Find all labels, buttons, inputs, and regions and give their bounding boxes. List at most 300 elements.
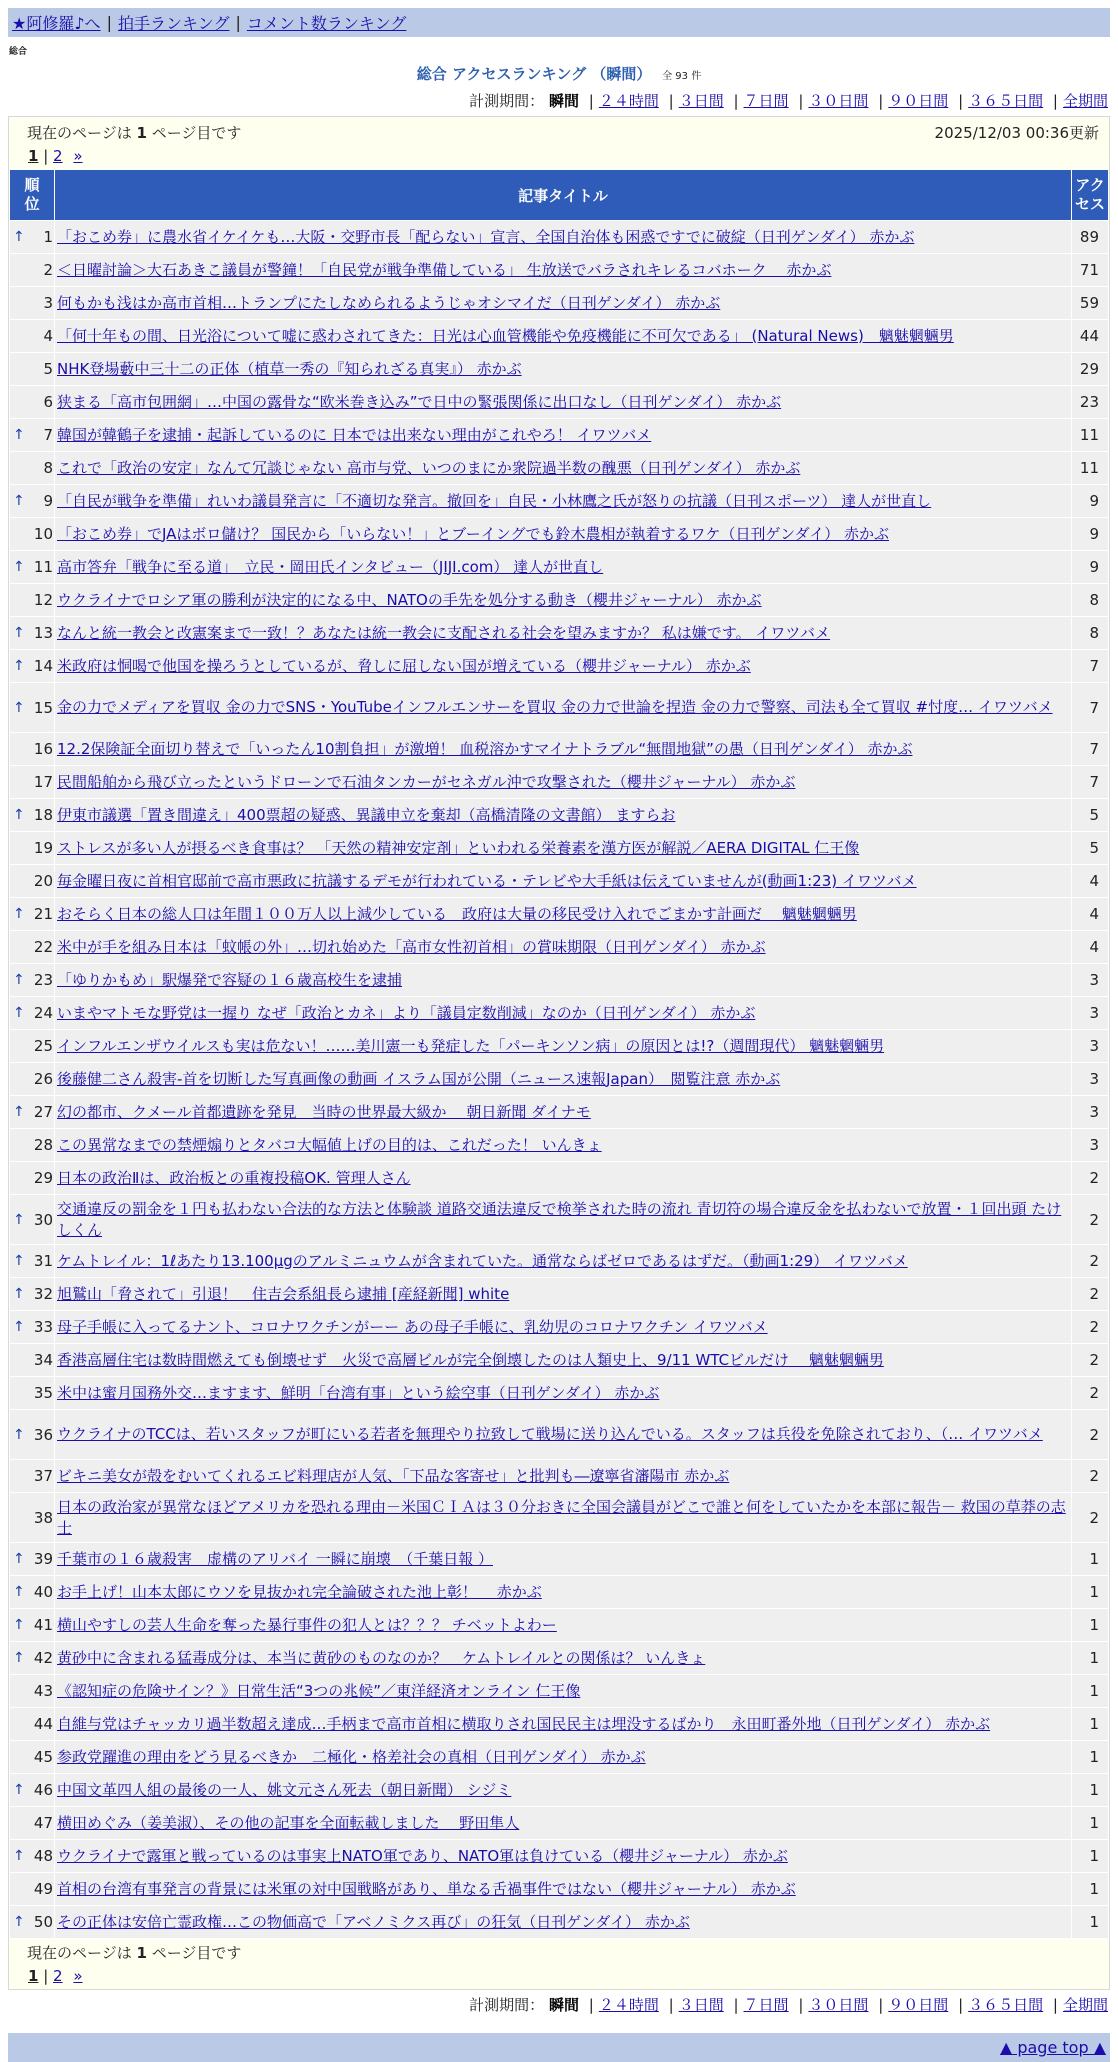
access-count: 3 [1072,1030,1108,1062]
rank-number: 44 [33,1715,53,1733]
rank-cell [10,254,54,286]
table-row [10,1460,1108,1492]
access-count: 23 [1072,386,1108,418]
access-count: 2 [1072,1311,1108,1343]
rank-cell [10,766,54,798]
rank-up-arrow-icon: ↑ [13,1426,25,1443]
title-cell [55,617,1071,649]
rank-number: 26 [33,1070,53,1088]
access-count: 1 [1072,1708,1108,1740]
access-count: 1 [1072,1576,1108,1608]
rank-cell [10,832,54,864]
rank-number: 50 [33,1913,53,1931]
access-count: 3 [1072,1129,1108,1161]
title-cell [55,1278,1071,1310]
table-row [10,964,1108,996]
rank-number: 37 [33,1467,53,1485]
page-top-link[interactable]: ▲ page top ▲ [999,2038,1106,2057]
title-cell [55,1642,1071,1674]
header-rank: 順位 [10,170,54,220]
rank-number: 20 [33,872,53,890]
period-link-all[interactable]: 全期間 [1062,92,1108,110]
access-count: 7 [1072,733,1108,765]
article-title-link[interactable]: 狭まる「高市包囲網」…中国の露骨な“欧米巻き込み”で日中の緊張関係に出口なし（日刊ゲンダイ） 赤かぶ [57,392,782,411]
rank-cell [10,419,54,451]
rank-cell [10,1162,54,1194]
table-row [10,1410,1108,1459]
pager-next[interactable]: » [73,1967,83,1985]
article-title-link[interactable]: 「何十年もの間、日光浴について嘘に惑わされてきた：日光は心血管機能や免疫機能に不可欠である」 (Natural News) 魑魅魍魎男 [57,326,954,345]
table-row [10,1195,1108,1244]
nav-separator: | [106,13,112,32]
table-row [10,931,1108,963]
rank-cell [10,1493,54,1542]
article-title-link[interactable]: 香港高層住宅は数時間燃えても倒壊せず 火災で高層ビルが完全倒壊したのは人類史上、9/11 WTCビルだけ 魑魅魍魎男 [57,1350,884,1369]
table-row [10,865,1108,897]
article-title-link[interactable]: ストレスが多い人が摂るべき食事は？ 「天然の精神安定剤」といわれる栄養素を漢方医が解説／AERA DIGITAL 仁王像 [57,838,860,857]
title-cell [55,584,1071,616]
period-selector-bottom: 計測期間： 瞬間 | ２４時間 | ３日間 | ７日間 | ３０日間 | ９０日間 | ３６５日間 | 全期間 [469,1996,1108,2014]
access-count: 1 [1072,1840,1108,1872]
rank-cell [10,221,54,253]
rank-cell [10,584,54,616]
period-label: 計測期間： [469,92,545,110]
article-title-link[interactable]: お手上げ！山本太郎にウソを見抜かれ完全論破された池上彰！ 赤かぶ [57,1582,542,1601]
updated-timestamp: 2025/12/03 00:36更新 [934,124,1099,142]
access-count: 2 [1072,1278,1108,1310]
access-count: 2 [1072,1493,1108,1542]
title-cell [55,1460,1071,1492]
article-title-link[interactable]: 毎金曜日夜に首相官邸前で高市悪政に抗議するデモが行われている・テレビや大手紙は伝えていませんが(動画1:23) イワツバメ [57,871,917,890]
rank-number: 13 [33,624,53,642]
access-count: 59 [1072,287,1108,319]
title-cell [55,997,1071,1029]
pager-page-2[interactable]: 2 [53,147,63,165]
title-cell [55,1129,1071,1161]
rank-up-arrow-icon: ↑ [13,1551,25,1567]
table-row [10,1311,1108,1343]
table-row [10,683,1108,732]
rank-number: 5 [43,360,53,378]
access-count: 2 [1072,1460,1108,1492]
ranking-table [9,169,1109,1939]
access-count: 1 [1072,1741,1108,1773]
article-title-link[interactable]: 参政党躍進の理由をどう見るべきか 二極化・格差社会の真相（日刊ゲンダイ） 赤かぶ [57,1747,646,1766]
article-title-link[interactable]: 何もかも浅はか高市首相…トランプにたしなめられるようじゃオシマイだ（日刊ゲンダイ） 赤かぶ [57,293,721,312]
rank-number: 19 [33,839,53,857]
title-cell [55,964,1071,996]
article-title-link[interactable]: 米中が手を組み日本は「蚊帳の外」…切れ始めた「高市女性初首相」の賞味期限（日刊ゲンダイ） 赤かぶ [57,937,766,956]
table-row [10,1873,1108,1905]
article-title-link[interactable]: これで「政治の安定」なんて冗談じゃない 高市与党、いつのまにか衆院過半数の醜悪（日刊ゲンダイ） 赤かぶ [57,458,801,477]
rank-up-arrow-icon: ↑ [13,1253,25,1269]
rank-cell [10,1377,54,1409]
title-cell [55,1873,1071,1905]
article-title-link[interactable]: 旭鷲山「脅されて」引退！ 住吉会系組長ら逮捕 [産経新聞] white [57,1284,510,1303]
rank-number: 29 [33,1169,53,1187]
table-row [10,1096,1108,1128]
table-row [10,1493,1108,1542]
nav-link-asyura[interactable]: ★阿修羅♪へ [12,14,101,33]
rank-cell [10,733,54,765]
access-count: 3 [1072,964,1108,996]
access-count: 2 [1072,1195,1108,1244]
table-row [10,1807,1108,1839]
title-cell [55,1311,1071,1343]
header-access: アクセス [1072,170,1108,220]
rank-number: 16 [33,740,53,758]
category-tag: 総合 [9,47,28,57]
table-row [10,584,1108,616]
rank-cell [10,650,54,682]
title-cell [55,683,1071,732]
article-title-link[interactable]: 横田めぐみ（姜美淑）、その他の記事を全面転載しました 野田隼人 [57,1813,520,1832]
period-link-365d[interactable]: ３６５日間 [968,1996,1044,2014]
period-link-3d[interactable]: ３日間 [678,92,724,110]
rank-cell [10,1096,54,1128]
pager-page-1: 1 [28,147,39,165]
title-cell [55,1675,1071,1707]
rank-number: 14 [33,657,53,675]
article-title-link[interactable]: 高市答弁「戦争に至る道」 立民・岡田氏インタビュー（JIJI.com） 達人が世直し [57,557,604,576]
access-count: 29 [1072,353,1108,385]
title-cell [55,254,1071,286]
rank-cell [10,1344,54,1376]
rank-number: 6 [43,393,53,411]
article-title-link[interactable]: ウクライナで露軍と戦っているのは事実上NATO軍であり、NATO軍は負けている（櫻井ジャーナル） 赤かぶ [57,1846,788,1865]
pager-next[interactable]: » [73,147,83,165]
access-count: 2 [1072,1245,1108,1277]
rank-number: 10 [33,525,53,543]
period-link-30d[interactable]: ３０日間 [808,1996,869,2014]
pager-page-1: 1 [28,1967,39,1985]
rank-cell [10,353,54,385]
table-row [10,1774,1108,1806]
article-title-link[interactable]: 「おこめ券」でJAはボロ儲け？ 国民から「いらない！」とブーイングでも鈴木農相が執着するワケ（日刊ゲンダイ） 赤かぶ [57,524,890,543]
rank-number: 11 [33,558,53,576]
period-link-90d[interactable]: ９０日間 [888,1996,949,2014]
access-count: 2 [1072,1162,1108,1194]
access-count: 44 [1072,320,1108,352]
rank-cell [10,1642,54,1674]
current-page-text: 現在のページは 1 ページ目です [27,1944,242,1962]
title-cell [55,799,1071,831]
title-cell [55,865,1071,897]
page-info-top [9,117,1109,143]
article-title-link[interactable]: 横山やすしの芸人生命を奪った暴行事件の犯人とは？？？ チベットよわー [57,1615,557,1634]
rank-up-arrow-icon: ↑ [13,1584,25,1600]
table-row [10,1906,1108,1938]
rank-number: 4 [43,327,53,345]
table-row [10,1063,1108,1095]
pager-top: 1 | 2 » [28,147,83,165]
article-title-link[interactable]: ウクライナのTCCは、若いスタッフが町にいる若者を無理やり拉致して戦場に送り込んでいる。スタッフは兵役を免除されており、（… イワツバメ [57,1425,1043,1443]
title-cell [55,551,1071,583]
title-cell [55,1344,1071,1376]
rank-number: 9 [43,492,53,510]
rank-up-arrow-icon: ↑ [13,427,25,443]
rank-cell [10,1774,54,1806]
rank-up-arrow-icon: ↑ [13,1650,25,1666]
rank-up-arrow-icon: ↑ [13,559,25,575]
article-title-link[interactable]: 母子手帳に入ってるナント、コロナワクチンがーー あの母子手帳に、乳幼児のコロナワクチン イワツバメ [57,1317,768,1336]
table-row [10,1129,1108,1161]
access-count: 2 [1072,1344,1108,1376]
nav-separator: | [235,13,241,32]
table-row [10,1245,1108,1277]
rank-number: 15 [33,698,53,717]
table-header-row [10,170,1108,220]
article-title-link[interactable]: 金の力でメディアを買収 金の力でSNS・YouTubeインフルエンサーを買収 金の力で世論を捏造 金の力で警察、司法も全て買収 #忖度… イワツバメ [57,698,1053,716]
period-link-24h[interactable]: ２４時間 [598,1996,659,2014]
rank-up-arrow-icon: ↑ [13,807,25,823]
article-title-link[interactable]: 中国文革四人組の最後の一人、姚文元さん死去（朝日新聞） シジミ [57,1780,512,1799]
title-cell [55,1493,1071,1542]
rank-up-arrow-icon: ↑ [13,229,25,245]
access-count: 4 [1072,898,1108,930]
rank-cell [10,1741,54,1773]
rank-up-arrow-icon: ↑ [13,972,25,988]
article-title-link[interactable]: NHK登場藪中三十二の正体（植草一秀の『知られざる真実』） 赤かぶ [57,359,522,378]
period-link-365d[interactable]: ３６５日間 [968,92,1044,110]
period-link-3d[interactable]: ３日間 [678,1996,724,2014]
rank-up-arrow-icon: ↑ [13,1211,25,1228]
access-count: 4 [1072,931,1108,963]
rank-cell [10,1129,54,1161]
table-row [10,1840,1108,1872]
article-title-link[interactable]: 韓国が韓鶴子を逮捕・起訴しているのに 日本では出来ない理由がこれやろ！ イワツバメ [57,425,652,444]
rank-number: 33 [33,1318,53,1336]
article-title-link[interactable]: 首相の台湾有事発言の背景には米軍の対中国戦略があり、単なる舌禍事件ではない（櫻井ジャーナル） 赤かぶ [57,1879,796,1898]
title-cell [55,1906,1071,1938]
rank-number: 32 [33,1285,53,1303]
access-count: 1 [1072,1873,1108,1905]
table-row [10,1543,1108,1575]
title-cell [55,1377,1071,1409]
title-cell [55,650,1071,682]
period-current: 瞬間 [548,1996,579,2014]
article-title-link[interactable]: 12.2保険証全面切り替えで「いったん10割負担」が激増！ 血税溶かすマイナトラブル“無間地獄”の愚（日刊ゲンダイ） 赤かぶ [57,739,913,758]
rank-cell [10,799,54,831]
pager-page-2[interactable]: 2 [53,1967,63,1985]
period-link-7d[interactable]: ７日間 [743,92,789,110]
title-cell [55,1096,1071,1128]
article-title-link[interactable]: 日本の政治Ⅱは、政治板との重複投稿OK. 管理人さん [57,1168,411,1187]
rank-number: 8 [43,459,53,477]
article-title-link[interactable]: 自維与党はチャッカリ過半数超え達成…手柄まで高市首相に横取りされ国民民主は埋没するばかり 永田町番外地（日刊ゲンダイ） 赤かぶ [57,1714,991,1733]
rank-cell [10,865,54,897]
period-selector-top: 計測期間： 瞬間 | ２４時間 | ３日間 | ７日間 | ３０日間 | ９０日間 | ３６５日間 | 全期間 [469,92,1108,110]
rank-up-arrow-icon: ↑ [13,493,25,509]
access-count: 1 [1072,1609,1108,1641]
access-count: 3 [1072,1096,1108,1128]
rank-up-arrow-icon: ↑ [13,1005,25,1021]
article-title-link[interactable]: 千葉市の１６歳殺害 虚構のアリバイ 一瞬に崩壊 （千葉日報 ） [57,1549,493,1568]
table-row [10,221,1108,253]
rank-cell [10,320,54,352]
period-link-all[interactable]: 全期間 [1062,1996,1108,2014]
rank-cell [10,386,54,418]
access-count: 89 [1072,221,1108,253]
title-cell [55,766,1071,798]
title-cell [55,733,1071,765]
ranking-title-line [0,63,1118,84]
rank-number: 45 [33,1748,53,1766]
rank-cell [10,1410,54,1459]
rank-number: 24 [33,1004,53,1022]
rank-up-arrow-icon: ↑ [13,1319,25,1335]
table-row [10,287,1108,319]
article-title-link[interactable]: 「おこめ券」に農水省イケイケも…大阪・交野市長「配らない」宣言、全国自治体も困惑ですでに破綻（日刊ゲンダイ） 赤かぶ [57,227,915,246]
access-count: 4 [1072,865,1108,897]
title-cell [55,1609,1071,1641]
rank-number: 31 [33,1252,53,1270]
article-title-link[interactable]: 黄砂中に含まれる猛毒成分は、本当に黄砂のものなのか？ ケムトレイルとの関係は？ いんきょ [57,1648,706,1667]
article-title-link[interactable]: インフルエンザウイルスも実は危ない！……美川憲一も発症した「パーキンソン病」の原因とは!?（週間現代） 魑魅魍魎男 [57,1036,885,1055]
nav-link-applause-ranking[interactable]: 拍手ランキング [117,14,230,33]
table-row [10,419,1108,451]
article-title-link[interactable]: 交通違反の罰金を１円も払わない合法的な方法と体験談 道路交通法違反で検挙された時の流れ 青切符の場合違反金を払わないで放置・１回出頭 たけしくん [57,1199,1062,1239]
period-link-90d[interactable]: ９０日間 [888,92,949,110]
nav-link-comment-ranking[interactable]: コメント数ランキング [246,14,407,33]
rank-cell [10,997,54,1029]
rank-number: 38 [33,1508,53,1527]
rank-cell [10,931,54,963]
bottom-bar [8,2033,1110,2062]
title-cell [55,1410,1071,1459]
article-title-link[interactable]: 《認知症の危険サイン？》日常生活“3つの兆候”／東洋経済オンライン 仁王像 [57,1681,581,1700]
access-count: 5 [1072,832,1108,864]
table-row [10,799,1108,831]
rank-number: 17 [33,773,53,791]
access-count: 7 [1072,766,1108,798]
access-count: 11 [1072,452,1108,484]
rank-cell [10,452,54,484]
rank-cell [10,551,54,583]
rank-cell [10,1460,54,1492]
access-count: 71 [1072,254,1108,286]
title-cell [55,518,1071,550]
title-cell [55,1245,1071,1277]
table-row [10,386,1108,418]
article-title-link[interactable]: 「自民が戦争を準備」れいわ議員発言に「不適切な発言。撤回を」自民・小林鷹之氏が怒りの抗議（日刊スポーツ） 達人が世直し [57,491,932,510]
rank-up-arrow-icon: ↑ [13,1286,25,1302]
ranking-table-body [10,221,1108,1938]
article-title-link[interactable]: ウクライナでロシア軍の勝利が決定的になる中、NATOの手先を処分する動き（櫻井ジャーナル） 赤かぶ [57,590,762,609]
article-title-link[interactable]: 米政府は恫喝で他国を操ろうとしているが、脅しに屈しない国が増えている（櫻井ジャーナル） 赤かぶ [57,656,751,675]
access-count: 9 [1072,551,1108,583]
rank-up-arrow-icon: ↑ [13,906,25,922]
rank-cell [10,1873,54,1905]
table-row [10,733,1108,765]
top-nav-bar [8,8,1110,37]
table-row [10,1675,1108,1707]
title-cell [55,1708,1071,1740]
rank-number: 27 [33,1103,53,1121]
rank-cell [10,1807,54,1839]
rank-number: 39 [33,1550,53,1568]
header-title: 記事タイトル [55,170,1071,220]
rank-number: 40 [33,1583,53,1601]
rank-cell [10,1063,54,1095]
table-row [10,766,1108,798]
article-title-link[interactable]: 米中は蜜月国務外交…ますます、鮮明「台湾有事」という絵空事（日刊ゲンダイ） 赤かぶ [57,1383,660,1402]
rank-number: 36 [33,1425,53,1444]
rank-up-arrow-icon: ↑ [13,1104,25,1120]
rank-cell [10,1311,54,1343]
table-row [10,1609,1108,1641]
article-title-link[interactable]: 後藤健二さん殺害-首を切断した写真画像の動画 イスラム国が公開（ニュース速報Japan） 閲覧注意 赤かぶ [57,1069,781,1088]
title-cell [55,1807,1071,1839]
access-count: 3 [1072,997,1108,1029]
article-title-link[interactable]: 日本の政治家が異常なほどアメリカを恐れる理由－米国ＣＩＡは３０分おきに全国会議員がどこで誰と何をしていたかを本部に報告－ 救国の草莽の志士 [57,1497,1066,1537]
access-count: 7 [1072,650,1108,682]
rank-up-arrow-icon: ↑ [13,1782,25,1798]
access-count: 1 [1072,1642,1108,1674]
article-title-link[interactable]: ケムトレイル：1ℓあたり13.100μgのアルミニュウムが含まれていた。通常ならばゼロであるはずだ。（動画1:29） イワツバメ [57,1251,908,1270]
article-title-link[interactable]: 民間船舶から飛び立ったというドローンで石油タンカーがセネガル沖で攻撃された（櫻井ジャーナル） 赤かぶ [57,772,796,791]
table-row [10,551,1108,583]
access-count: 11 [1072,419,1108,451]
page-title: 総合 アクセスランキング （瞬間） [416,65,652,83]
article-title-link[interactable]: この異常なまでの禁煙煽りとタバコ大幅値上げの目的は、これだった！ いんきょ [57,1135,602,1154]
article-title-link[interactable]: いまやマトモな野党は一握り なぜ「政治とカネ」より「議員定数削減」なのか（日刊ゲンダイ） 赤かぶ [57,1003,756,1022]
article-title-link[interactable]: ＜日曜討論＞大石あきこ議員が警鐘！「自民党が戦争準備している」 生放送でバラされキレるコバホーク 赤かぶ [57,260,832,279]
title-cell [55,1543,1071,1575]
rank-number: 7 [43,426,53,444]
access-count: 5 [1072,799,1108,831]
table-row [10,452,1108,484]
rank-number: 46 [33,1781,53,1799]
rank-number: 41 [33,1616,53,1634]
rank-cell [10,1675,54,1707]
rank-number: 21 [33,905,53,923]
rank-cell [10,287,54,319]
period-link-24h[interactable]: ２４時間 [598,92,659,110]
article-title-link[interactable]: 伊東市議選「置き間違え」400票超の疑惑、異議申立を棄却（高橋清隆の文書館） ますらお [57,805,676,824]
table-row [10,617,1108,649]
article-title-link[interactable]: 「ゆりかもめ」駅爆発で容疑の１６歳高校生を逮捕 [57,970,403,989]
title-cell [55,221,1071,253]
rank-number: 12 [33,591,53,609]
table-row [10,650,1108,682]
period-link-30d[interactable]: ３０日間 [808,92,869,110]
rank-up-arrow-icon: ↑ [13,625,25,641]
table-row [10,485,1108,517]
article-title-link[interactable]: おそらく日本の総人口は年間１００万人以上減少している 政府は大量の移民受け入れでごまかす計画だ 魑魅魍魎男 [57,904,857,923]
access-count: 3 [1072,1063,1108,1095]
access-count: 8 [1072,584,1108,616]
period-link-7d[interactable]: ７日間 [743,1996,789,2014]
rank-number: 35 [33,1384,53,1402]
article-title-link[interactable]: その正体は安倍亡霊政権…この物価高で「アベノミクス再び」の狂気（日刊ゲンダイ） 赤かぶ [57,1912,690,1931]
article-title-link[interactable]: ビキニ美女が殻をむいてくれるエビ料理店が人気、「下品な客寄せ」と批判も―遼寧省瀋陽市 赤かぶ [57,1466,730,1485]
rank-number: 3 [43,294,53,312]
rank-number: 23 [33,971,53,989]
access-count: 1 [1072,1807,1108,1839]
title-cell [55,1195,1071,1244]
access-count: 1 [1072,1675,1108,1707]
title-cell [55,320,1071,352]
table-row [10,1162,1108,1194]
article-title-link[interactable]: 幻の都市、クメール首都遺跡を発見 当時の世界最大級か 朝日新聞 ダイナモ [57,1102,591,1121]
rank-cell [10,1708,54,1740]
rank-number: 48 [33,1847,53,1865]
article-title-link[interactable]: なんと統一教会と改憲案まで一致！？あなたは統一教会に支配される社会を望みますか？ 私は嫌です。 イワツバメ [57,623,831,642]
rank-cell [10,683,54,732]
rank-cell [10,485,54,517]
rank-up-arrow-icon: ↑ [13,658,25,674]
